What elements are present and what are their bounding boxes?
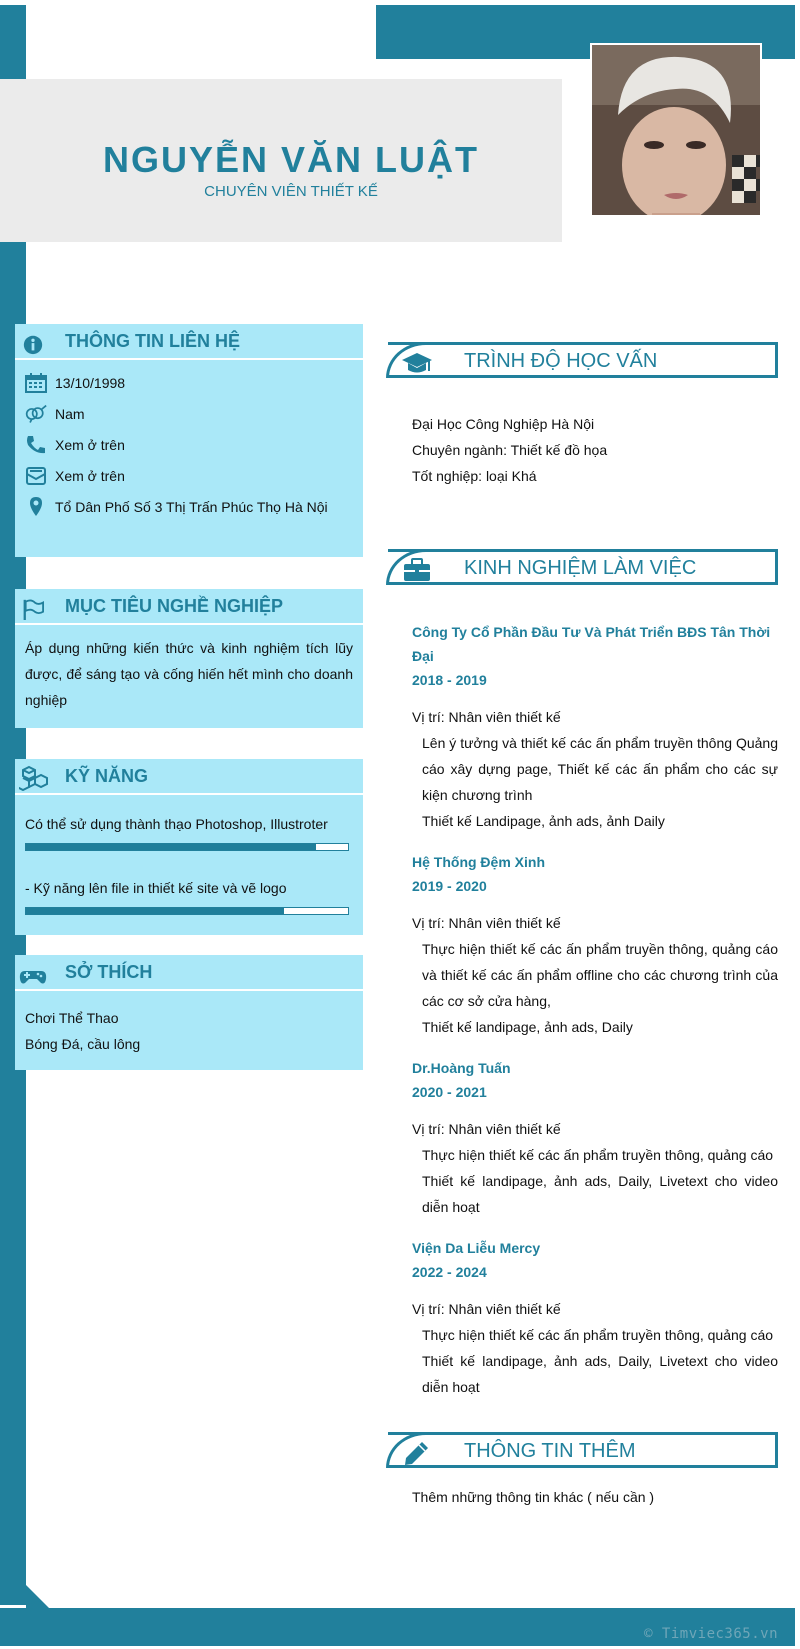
objective-title: MỤC TIÊU NGHỀ NGHIỆP — [65, 596, 284, 616]
job-description: Thiết kế landipage, ảnh ads, Daily, Livetext cho video diễn hoạt — [422, 1173, 778, 1215]
job-description: Thực hiện thiết kế các ấn phẩm truyền thông, quảng cáo — [422, 1147, 774, 1163]
contact-body — [15, 360, 363, 533]
skill-bar-fill — [26, 908, 284, 914]
job-entry — [412, 1236, 778, 1400]
job-description: Thực hiện thiết kế các ấn phẩm truyền thông, quảng cáo và thiết kế các ấn phẩm offline cho các chương trình của các cơ sở cửa hàng, — [422, 941, 778, 1009]
skill-bar — [25, 907, 349, 915]
job-years: 2020 - 2021 — [412, 1084, 487, 1100]
hobbies-section — [15, 955, 363, 1070]
education-body — [412, 411, 778, 489]
skill-label: - Kỹ năng lên file in thiết kế site và vẽ logo — [25, 880, 287, 896]
skills-header — [15, 759, 363, 795]
job-entry — [412, 850, 778, 1040]
watermark: © Timviec365.vn — [644, 1626, 778, 1642]
contact-title: THÔNG TIN LIÊN HỆ — [65, 331, 240, 351]
email-icon — [25, 466, 47, 486]
candidate-name: NGUYỄN VĂN LUẬT — [102, 139, 479, 180]
job-years: 2019 - 2020 — [412, 878, 487, 894]
contact-header — [15, 324, 363, 360]
contact-row-phone — [25, 432, 353, 458]
job-entry — [412, 1056, 778, 1220]
info-icon — [21, 333, 45, 355]
map-pin-icon — [25, 497, 47, 517]
education-major: Chuyên ngành: Thiết kế đồ họa — [412, 442, 608, 458]
skill-item — [25, 811, 353, 851]
hobbies-body — [15, 991, 363, 1065]
gender-value: Nam — [55, 406, 85, 422]
graduation-cap-icon — [402, 351, 432, 375]
skill-item — [25, 875, 353, 915]
extra-text: Thêm những thông tin khác ( nếu cần ) — [412, 1489, 655, 1505]
extra-title: THÔNG TIN THÊM — [464, 1440, 636, 1462]
job-description: Thực hiện thiết kế các ấn phẩm truyền thông, quảng cáo — [422, 1327, 774, 1343]
experience-list — [412, 620, 778, 1400]
job-position: Vị trí: Nhân viên thiết kế — [412, 709, 561, 725]
address-value: Tổ Dân Phố Số 3 Thị Trấn Phúc Thọ Hà Nội — [55, 499, 328, 515]
experience-title: KINH NGHIỆM LÀM VIỆC — [464, 557, 697, 579]
contact-row-birthday — [25, 370, 353, 396]
objective-header — [15, 589, 363, 625]
contact-row-gender — [25, 401, 353, 427]
objective-text: Áp dụng những kiến thức và kinh nghiệm tích lũy được, để sáng tạo và cống hiến hết mình cho doanh nghiệp — [25, 640, 353, 708]
pencil-icon — [402, 1441, 432, 1465]
hobbies-title: SỞ THÍCH — [65, 962, 153, 982]
job-company: Công Ty Cổ Phần Đầu Tư Và Phát Triển BĐS Tân Thời Đại — [412, 624, 771, 664]
job-company: Viện Da Liễu Mercy — [412, 1240, 541, 1256]
briefcase-icon — [402, 558, 432, 582]
contact-row-address — [25, 494, 353, 520]
job-description: Thiết kế Landipage, ảnh ads, ảnh Daily — [422, 813, 665, 829]
gender-icon — [25, 404, 47, 424]
experience-header — [388, 549, 778, 585]
profile-photo — [590, 43, 762, 217]
job-description: Thiết kế landipage, ảnh ads, Daily — [422, 1019, 633, 1035]
hobbies-header — [15, 955, 363, 991]
flag-icon — [21, 598, 45, 620]
job-description: Thiết kế landipage, ảnh ads, Daily, Livetext cho video diễn hoạt — [422, 1353, 778, 1395]
job-company: Dr.Hoàng Tuấn — [412, 1060, 511, 1076]
job-description: Lên ý tưởng và thiết kế các ấn phẩm truyền thông Quảng cáo xây dựng page, Thiết kế các ấn phẩm cho các sự kiện chương trình — [422, 735, 778, 803]
job-years: 2018 - 2019 — [412, 672, 487, 688]
job-position: Vị trí: Nhân viên thiết kế — [412, 1121, 561, 1137]
contact-row-email — [25, 463, 353, 489]
phone-value: Xem ở trên — [55, 437, 125, 453]
skill-label: Có thể sử dụng thành thạo Photoshop, Illustroter — [25, 816, 328, 832]
skills-body — [15, 795, 363, 933]
phone-icon — [25, 435, 47, 455]
cubes-icon — [19, 765, 49, 791]
job-position: Vị trí: Nhân viên thiết kế — [412, 915, 561, 931]
education-header — [388, 342, 778, 378]
job-entry — [412, 620, 778, 834]
calendar-icon — [25, 373, 47, 393]
skills-title: KỸ NĂNG — [65, 766, 149, 786]
job-years: 2022 - 2024 — [412, 1264, 487, 1280]
name-header — [0, 79, 562, 242]
email-value: Xem ở trên — [55, 468, 125, 484]
extra-header — [388, 1432, 778, 1468]
candidate-role: CHUYÊN VIÊN THIẾT KẾ — [204, 183, 378, 200]
bottom-corner-notch — [26, 1585, 49, 1608]
education-title: TRÌNH ĐỘ HỌC VẤN — [464, 350, 658, 372]
hobby-line: Bóng Đá, cầu lông — [25, 1036, 141, 1052]
birthday-value: 13/10/1998 — [55, 375, 126, 391]
skill-bar — [25, 843, 349, 851]
skills-section — [15, 759, 363, 935]
hobby-line: Chơi Thể Thao — [25, 1010, 119, 1026]
job-position: Vị trí: Nhân viên thiết kế — [412, 1301, 561, 1317]
gamepad-icon — [19, 967, 47, 987]
contact-section — [15, 324, 363, 557]
objective-section — [15, 589, 363, 728]
skill-bar-fill — [26, 844, 316, 850]
education-school: Đại Học Công Nghiệp Hà Nội — [412, 416, 595, 432]
education-grade: Tốt nghiệp: loại Khá — [412, 468, 537, 484]
job-company: Hệ Thống Đệm Xinh — [412, 854, 545, 870]
